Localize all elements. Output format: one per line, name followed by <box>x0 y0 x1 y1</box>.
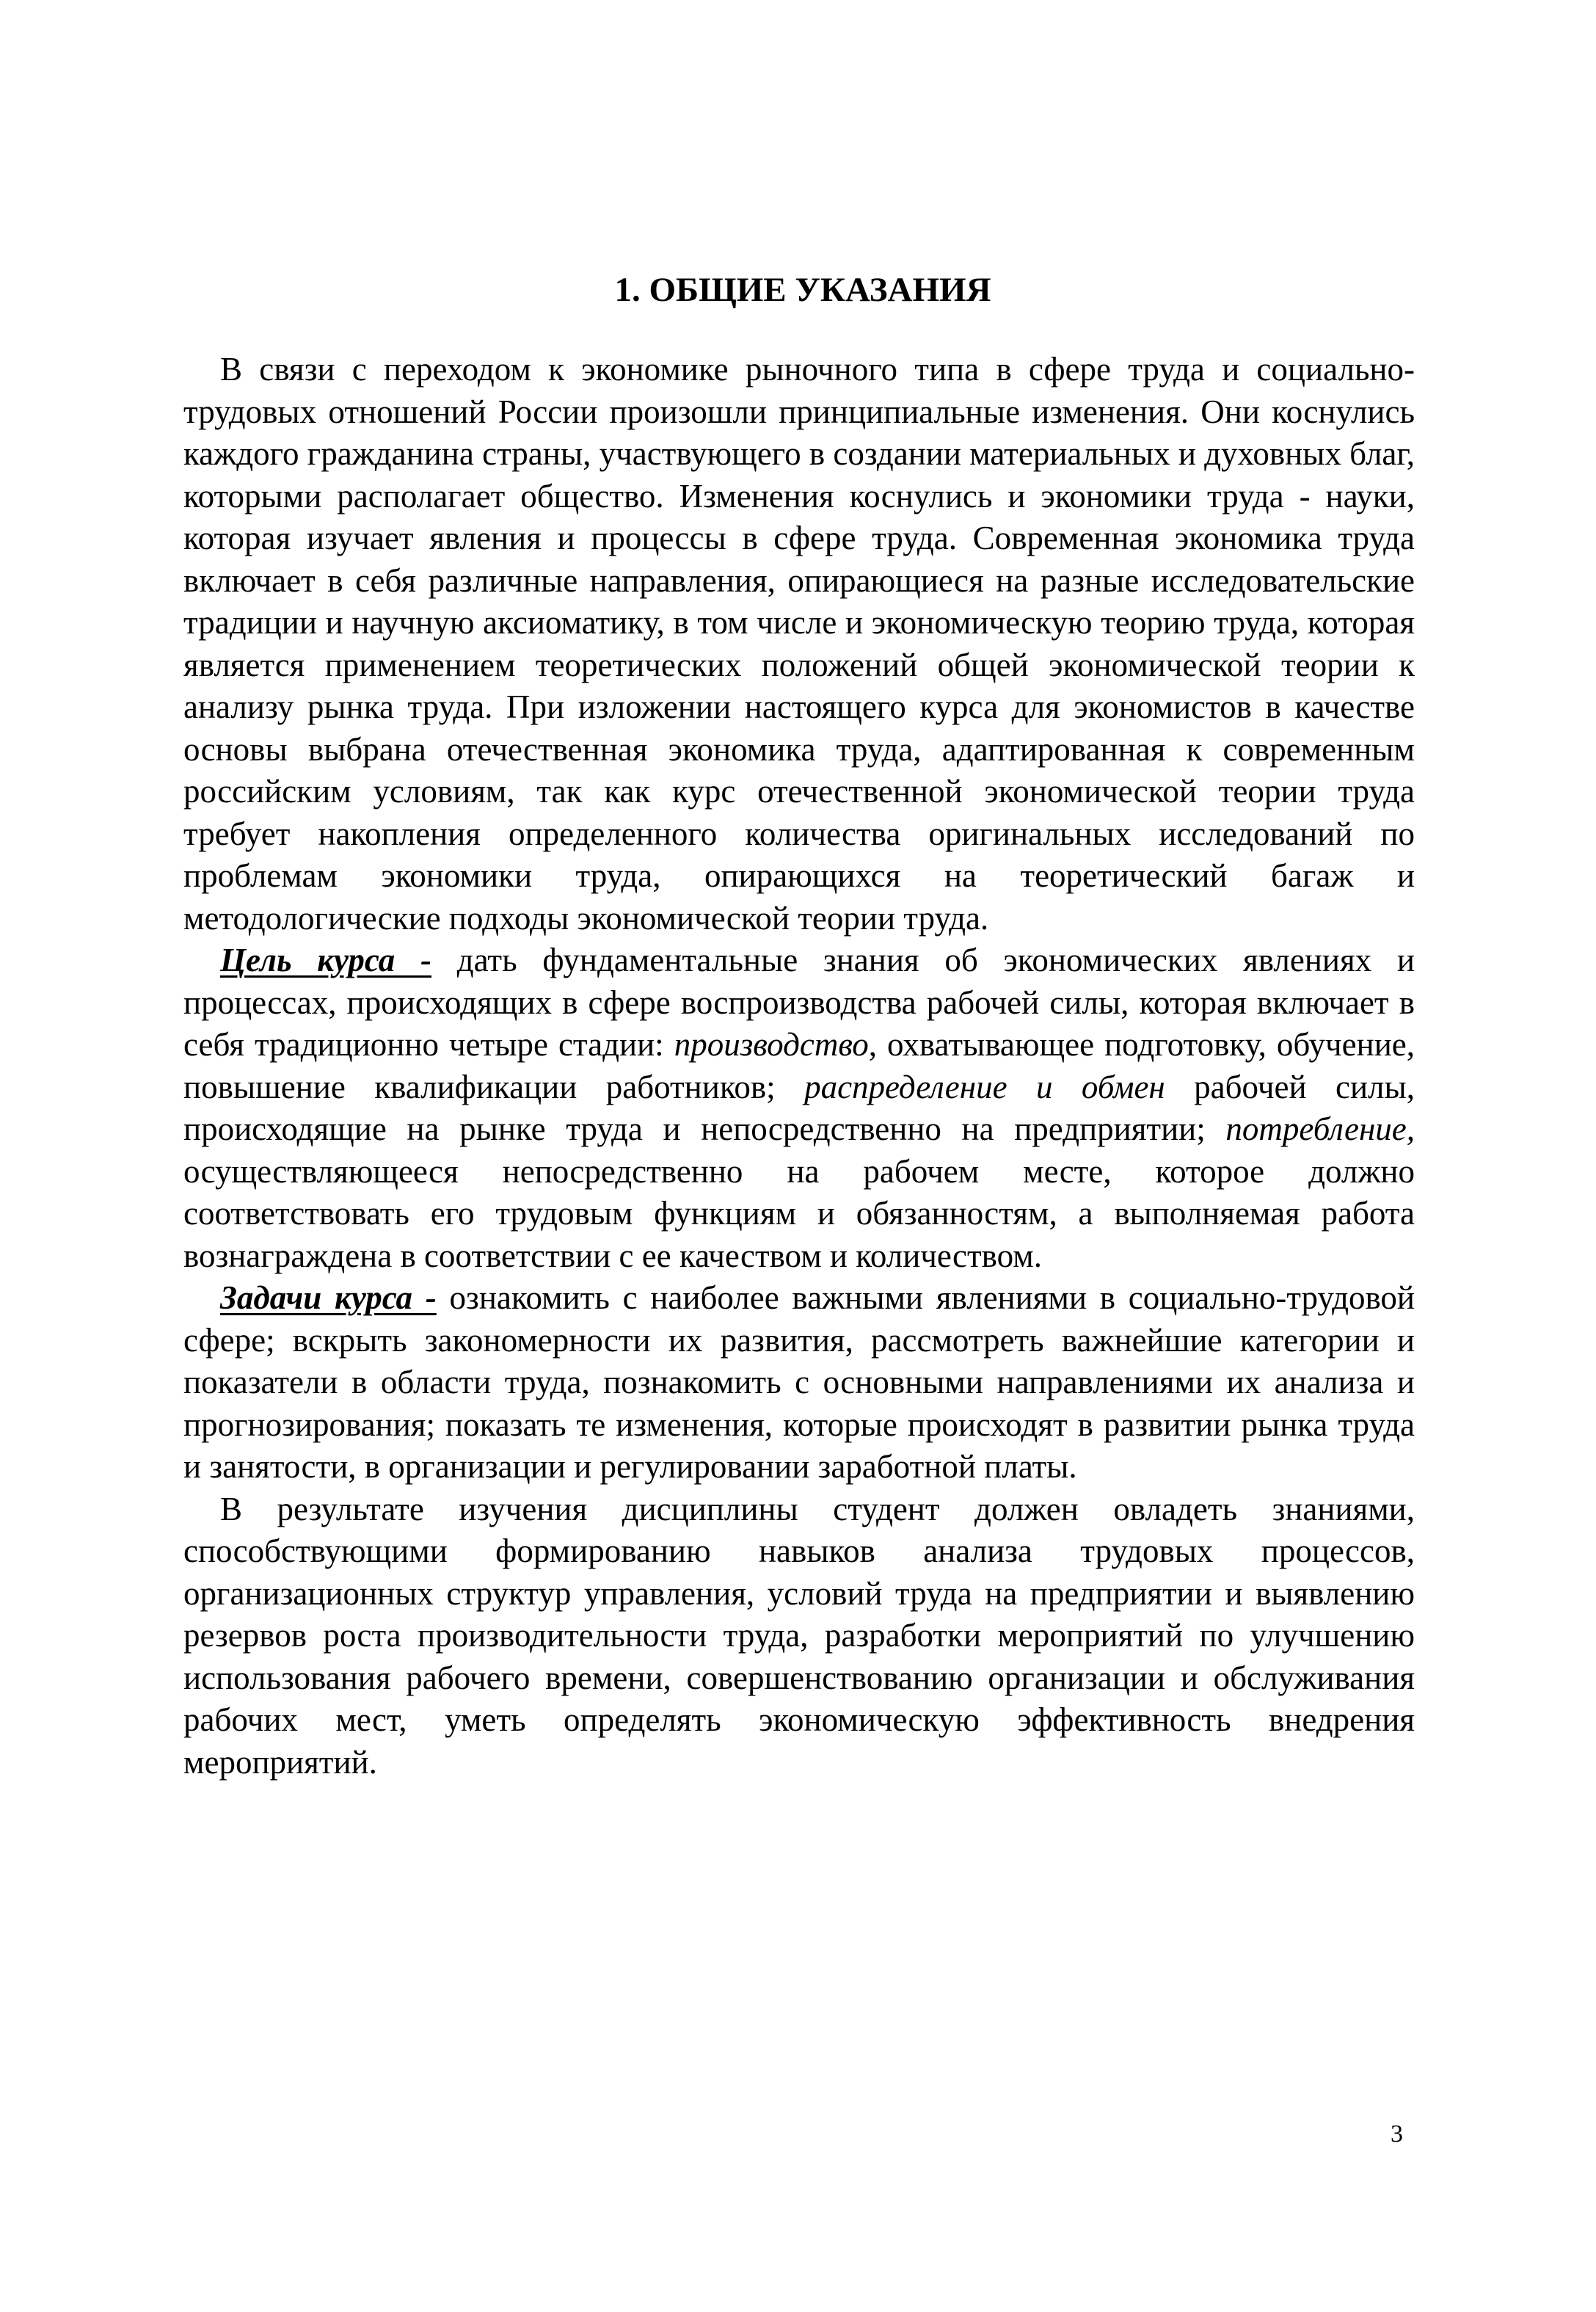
course-goal-text-4: осуществляющееся непосредственно на рабочем месте, которое должно соответствовать его трудовым функциям и обязанностям, а выполняемая работа вознаграждена в соответствии с ее качеством и количеством. <box>183 1152 1415 1274</box>
section-title: 1. ОБЩИЕ УКАЗАНИЯ <box>614 271 991 309</box>
page-content <box>183 268 1415 1784</box>
course-tasks-text: ознакомить с наиболее важными явлениями в социально-трудовой сфере; вскрыть закономерности их развития, рассмотреть важнейшие категории и показатели в области труда, познакомить с основными направлениями их анализа и прогнозирования; показать те изменения, которые происходят в развитии рынка труда и занятости, в организации и регулировании заработной платы. <box>183 1279 1415 1485</box>
course-tasks-heading: Задачи курса - <box>220 1279 437 1316</box>
stage-consumption: потребление, <box>1225 1110 1415 1147</box>
paragraph-intro: В связи с переходом к экономике рыночного типа в сфере труда и социально-трудовых отношений России произошли принципиальные изменения. Они коснулись каждого гражданина страны, участвующего в создании материальных и духовных благ, которыми располагает общество. Изменения коснулись и экономики труда - науки, которая изучает явления и процессы в сфере труда. Современная экономика труда включает в себя различные направления, опирающиеся на разные исследовательские традиции и научную аксиоматику, в том числе и экономическую теорию труда, которая является применением теоретических положений общей экономической теории к анализу рынка труда. При изложении настоящего курса для экономистов в качестве основы выбрана отечественная экономика труда, адаптированная к современным российским условиям, так как курс отечественной экономической теории труда требует накопления определенного количества оригинальных исследований по проблемам экономики труда, опирающихся на теоретический багаж и методологические подходы экономической теории труда. <box>183 351 1415 937</box>
paragraph-learning-outcomes: В результате изучения дисциплины студент должен овладеть знаниями, способствующими формированию навыков анализа трудовых процессов, организационных структур управления, условий труда на предприятии и выявлению резервов роста производительности труда, разработки мероприятий по улучшению использования рабочего времени, совершенствованию организации и обслуживания рабочих мест, уметь определять экономическую эффективность внедрения мероприятий. <box>183 1490 1415 1781</box>
stage-production: производство <box>674 1026 869 1063</box>
course-goal-text-3: рабочей силы, происходящие на рынке труда и непосредственно на предприятии; <box>183 1068 1415 1147</box>
stage-distribution-exchange: распределение и обмен <box>804 1068 1165 1105</box>
paragraph-course-goal <box>183 939 1415 1277</box>
course-goal-text-1: дать фундаментальные знания об экономических явлениях и процессах, происходящих в сфере воспроизводства рабочей силы, которая включает в себя традиционно четыре стадии: <box>183 942 1415 1063</box>
course-goal-text-2: , охватывающее подготовку, обучение, повышение квалификации работников; <box>183 1026 1415 1105</box>
page-number: 3 <box>1391 2120 1403 2148</box>
course-goal-heading: Цель курса - <box>220 942 431 978</box>
paragraph-course-tasks <box>183 1277 1415 1488</box>
